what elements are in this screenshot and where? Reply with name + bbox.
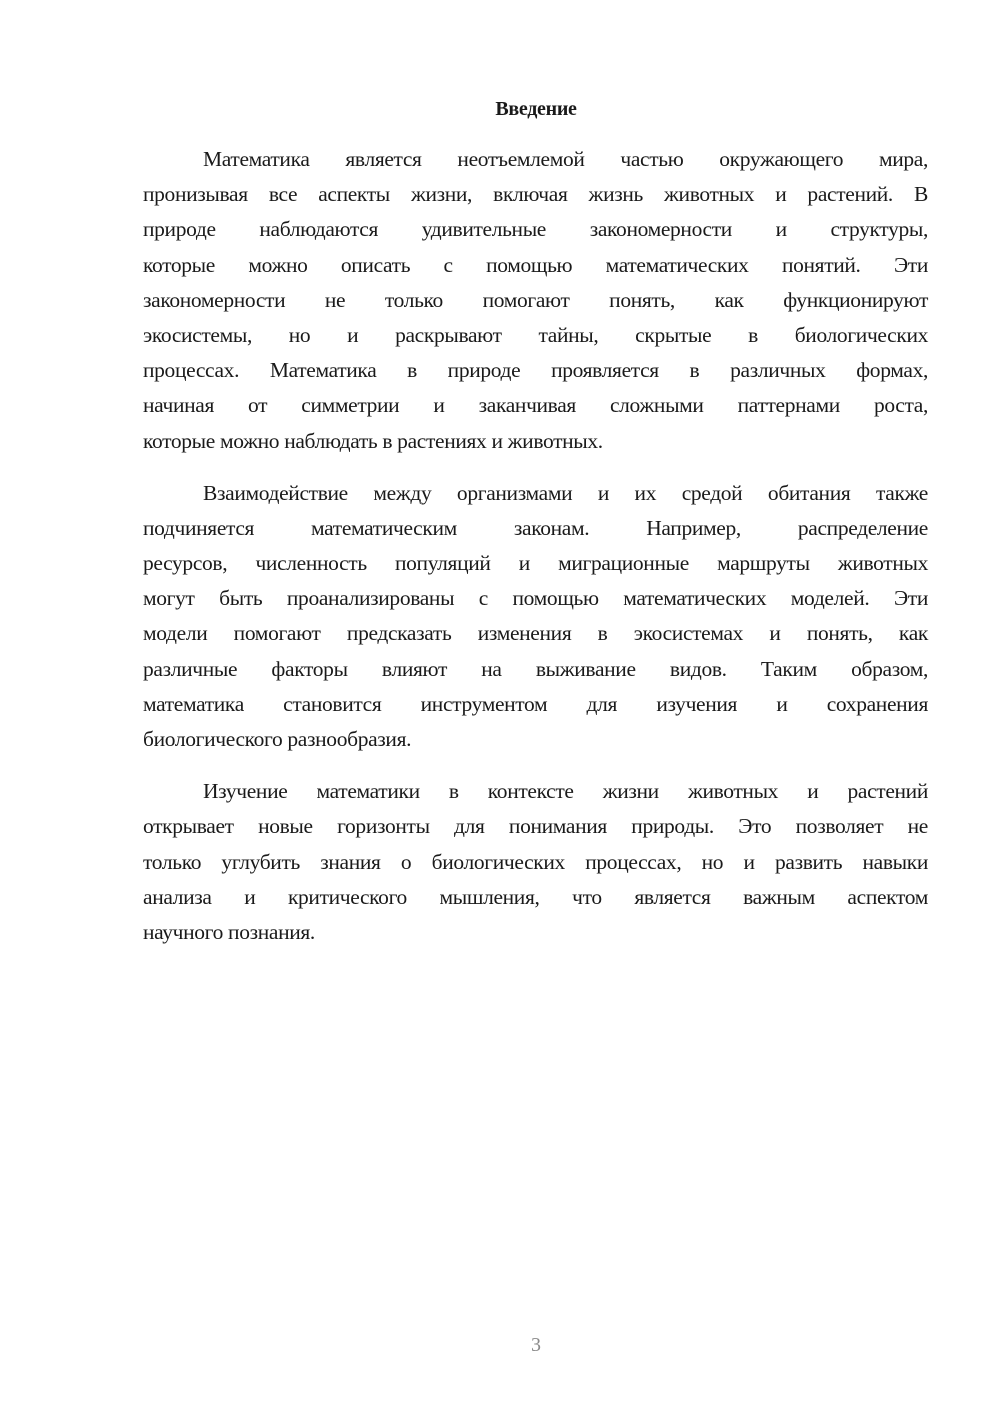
paragraph-2 <box>143 476 928 758</box>
text-line: математика становится инструментом для изучения и сохранения <box>143 691 928 716</box>
text-line: только углубить знания о биологических процессах, но и развить навыки <box>143 849 928 874</box>
text-line: начиная от симметрии и заканчивая сложными паттернами роста, <box>143 393 928 418</box>
text-line: экосистемы, но и раскрывают тайны, скрытые в биологических <box>143 322 928 347</box>
section-heading: Введение <box>495 98 577 120</box>
text-line: ресурсов, численность популяций и миграционные маршруты животных <box>143 551 928 576</box>
text-line: которые можно описать с помощью математических понятий. Эти <box>143 252 928 277</box>
text-line: модели помогают предсказать изменения в экосистемах и понять, как <box>143 621 928 646</box>
text-line: которые можно наблюдать в растениях и животных. <box>143 428 603 453</box>
text-line: Взаимодействие между организмами и их средой обитания также <box>203 480 928 505</box>
text-line: открывает новые горизонты для понимания природы. Это позволяет не <box>143 814 928 839</box>
text-line: подчиняется математическим законам. Например, распределение <box>143 515 928 540</box>
text-line: закономерности не только помогают понять, как функционируют <box>143 287 928 312</box>
paragraph-1 <box>143 142 928 459</box>
text-line: анализа и критического мышления, что является важным аспектом <box>143 884 928 909</box>
text-line: природе наблюдаются удивительные закономерности и структуры, <box>143 217 928 242</box>
text-line: научного познания. <box>143 919 315 944</box>
text-line: различные факторы влияют на выживание видов. Таким образом, <box>143 656 928 681</box>
text-line: пронизывая все аспекты жизни, включая жизнь животных и растений. В <box>143 182 928 207</box>
paragraph-3 <box>143 774 928 950</box>
text-line: Изучение математики в контексте жизни животных и растений <box>203 779 928 804</box>
text-line: процессах. Математика в природе проявляется в различных формах, <box>143 358 928 383</box>
page-number: 3 <box>531 1334 541 1356</box>
body-text <box>143 142 928 950</box>
text-line: могут быть проанализированы с помощью математических моделей. Эти <box>143 586 928 611</box>
text-line: биологического разнообразия. <box>143 727 412 751</box>
text-line: Математика является неотъемлемой частью окружающего мира, <box>203 147 928 171</box>
